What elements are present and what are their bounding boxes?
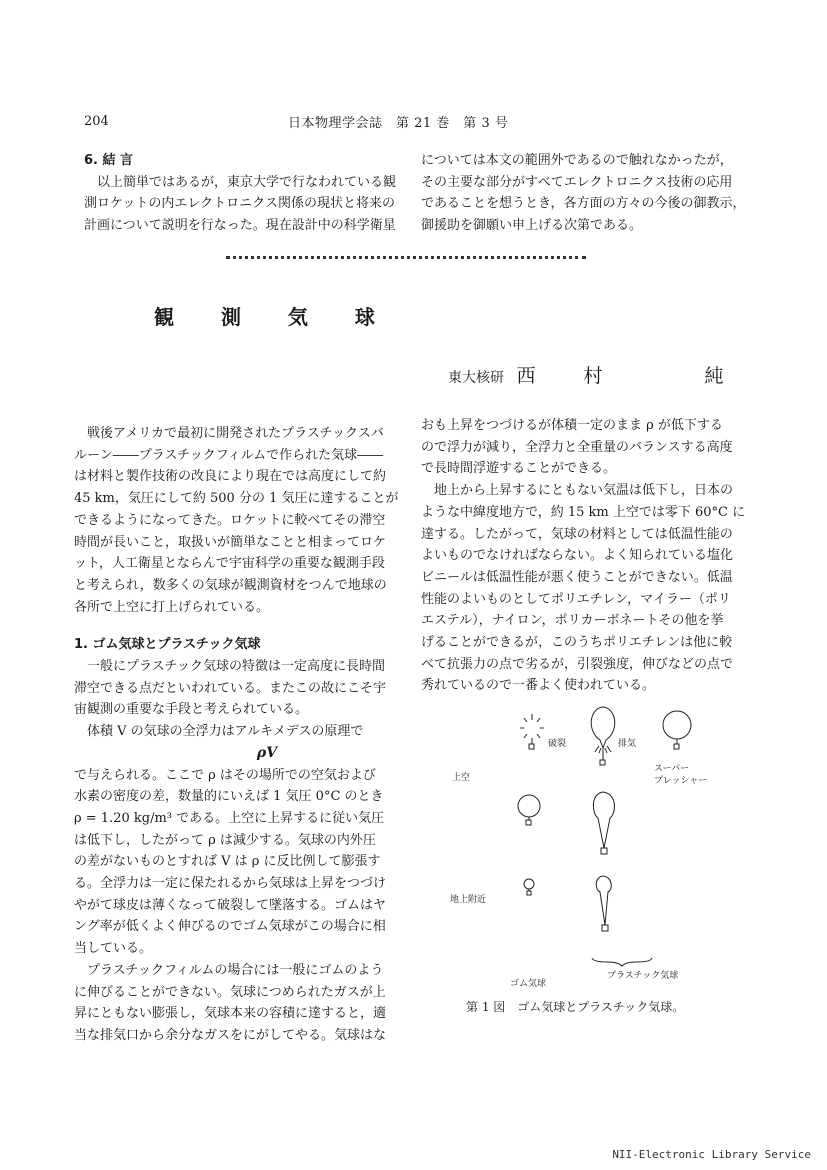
prev-section-heading: 6. 結 言 — [84, 153, 134, 168]
text-line: 体積 V の気球の全浮力はアルキメデスの原理で — [87, 724, 364, 740]
text-line: については本文の範囲外であるので触れなかったが， — [421, 153, 733, 168]
text-line: 時間が長いこと，取扱いが簡単なことと相まってロケ — [74, 534, 387, 550]
text-line: る。全浮力は一定に保たれるから気球は上昇をつづけ — [74, 876, 387, 892]
text-line: 水素の密度の差，数量的にいえば 1 気圧 0°C のとき — [74, 789, 384, 805]
right-column — [421, 415, 757, 697]
article-title: 観 測 気 球 — [154, 305, 395, 329]
article-divider — [226, 256, 586, 259]
label-upper-air: 上空 — [452, 773, 471, 783]
text-line: であることを想うとき，各方面の方々の今後の御教示， — [421, 196, 746, 212]
label-pressure: プレッシャー — [654, 776, 708, 786]
plastic-brace — [592, 958, 652, 966]
author-name: 西村 純 — [516, 365, 772, 387]
formula-rho-v: ρV — [256, 744, 278, 761]
text-line: エステル），ナイロン，ポリカーボネートその他を挙 — [421, 613, 724, 629]
venting-balloon-icon — [591, 707, 615, 765]
figure-balloons — [440, 700, 740, 1000]
text-line: で与えられる。ここで ρ はその場所での空気および — [74, 767, 376, 783]
label-super: スーパー — [654, 764, 690, 774]
text-line: ので浮力が減り，全浮力と全重量のバランスする高度 — [421, 439, 733, 455]
text-line: 計画について説明を行なった。現在設計中の科学衛星 — [84, 218, 396, 234]
text-line: 以上簡単ではあるが，東京大学で行なわれている観 — [97, 174, 397, 190]
text-line: おも上昇をつづけるが体積一定のまま ρ が低下する — [421, 418, 723, 433]
author-affiliation: 東大核研 — [448, 370, 504, 386]
text-line: 当な排気口から余分なガスをにがしてやる。気球はな — [74, 1027, 387, 1043]
text-line: げることができるが，このうちポリエチレンは他に較 — [421, 635, 733, 651]
text-line: は低下し，したがって ρ は減少する。気球の内外圧 — [74, 832, 376, 848]
page-number: 204 — [84, 114, 109, 129]
text-line: 宙観測の重要な手段と考えられている。 — [74, 702, 309, 718]
text-line: 測ロケットの内エレクトロニクス関係の現状と将来の — [84, 196, 395, 212]
rubber-balloon-ground-icon — [524, 879, 534, 895]
footer-service: NII-Electronic Library Service — [612, 1148, 811, 1161]
left-column — [74, 423, 410, 1047]
text-line: は材料と製作技術の改良により現在では高度にして約 — [74, 469, 387, 485]
text-line: の差がないものとすれば V は ρ に反比例して膨張す — [74, 854, 381, 870]
text-line: ルーン――プラスチックフィルムで作られた気球―― — [74, 447, 384, 463]
text-line: できるようになってきた。ロケットに較べてその滞空 — [74, 512, 386, 528]
text-line: 各所で上空に打上げられている。 — [74, 599, 270, 615]
prev-conclusion-left — [84, 150, 404, 237]
text-line: 滞空できる点だといわれている。またこの故にこそ宇 — [74, 680, 387, 696]
burst-balloon-icon — [520, 714, 544, 749]
text-line: よいものでなければならない。よく知られている塩化 — [421, 548, 734, 564]
formula — [74, 743, 410, 765]
figure-caption: 第 1 図 ゴム気球とプラスチック気球。 — [466, 1000, 685, 1014]
plastic-balloon-mid-icon — [593, 792, 614, 854]
text-line: 一般にプラスチック気球の特徴は一定高度に長時間 — [87, 659, 385, 675]
text-line: で長時間浮遊することができる。 — [421, 461, 617, 477]
text-line: 当している。 — [74, 941, 153, 957]
text-line: 性能のよいものとしてポリエチレン，マイラー（ポリ — [421, 591, 731, 607]
text-line: ング率が低くよく伸びるのでゴム気球がこの場合に相 — [74, 919, 386, 935]
text-line: 御援助を御願い申上げる次第である。 — [421, 218, 643, 234]
text-line: 達する。したがって，気球の材料としては低温性能の — [421, 526, 733, 542]
label-plastic-balloon: プラスチック気球 — [607, 971, 679, 981]
text-line: と考えられ，数多くの気球が観測資材をつんで地球の — [74, 577, 387, 593]
text-line: に伸びることができない。気球につめられたガスが上 — [74, 984, 386, 1000]
text-line: べて抗張力の点で劣るが，引裂強度，伸びなどの点で — [421, 656, 734, 672]
section-heading: 1. ゴム気球とプラスチック気球 — [74, 637, 261, 653]
text-line: ット，人工衛星とならんで宇宙科学の重要な観測手段 — [74, 556, 385, 572]
text-line: やがて球皮は薄くなって破裂して墜落する。ゴムはヤ — [74, 897, 387, 913]
text-line: 戦後アメリカで最初に開発されたプラスチックスバ — [87, 426, 384, 441]
label-near-ground: 地上附近 — [450, 895, 487, 905]
text-line: 秀れているので一番よく使われている。 — [421, 678, 656, 694]
text-line: 45 km，気圧にして約 500 分の 1 気圧に達することが — [74, 491, 399, 507]
label-exhaust: 排気 — [618, 739, 637, 749]
rubber-balloon-mid-icon — [518, 795, 540, 825]
plastic-balloon-ground-icon — [596, 876, 611, 931]
text-line: ρ = 1.20 kg/m³ である。上空に上昇するに従い気圧 — [74, 810, 385, 826]
text-line: ビニールは低温性能が悪く使うことができない。低温 — [421, 569, 733, 585]
text-line: 地上から上昇するにともない気温は低下し，日本の — [434, 483, 734, 499]
super-pressure-balloon-icon — [663, 711, 691, 749]
author-line — [448, 361, 772, 388]
text-line: ような中緯度地方で，約 15 km 上空では零下 60°C に — [421, 504, 746, 520]
label-rubber-balloon: ゴム気球 — [510, 979, 547, 989]
label-burst: 破裂 — [548, 739, 567, 749]
text-line: 昇にともない膨張し，気球本来の容積に達すると，適 — [74, 1006, 387, 1022]
journal-header: 日本物理学会誌 第 21 巻 第 3 号 — [288, 116, 509, 131]
prev-conclusion-right — [421, 150, 751, 237]
text-line: その主要な部分がすべてエレクトロニクス技術の応用 — [421, 174, 733, 190]
text-line: プラスチックフィルムの場合には一般にゴムのよう — [87, 962, 384, 978]
